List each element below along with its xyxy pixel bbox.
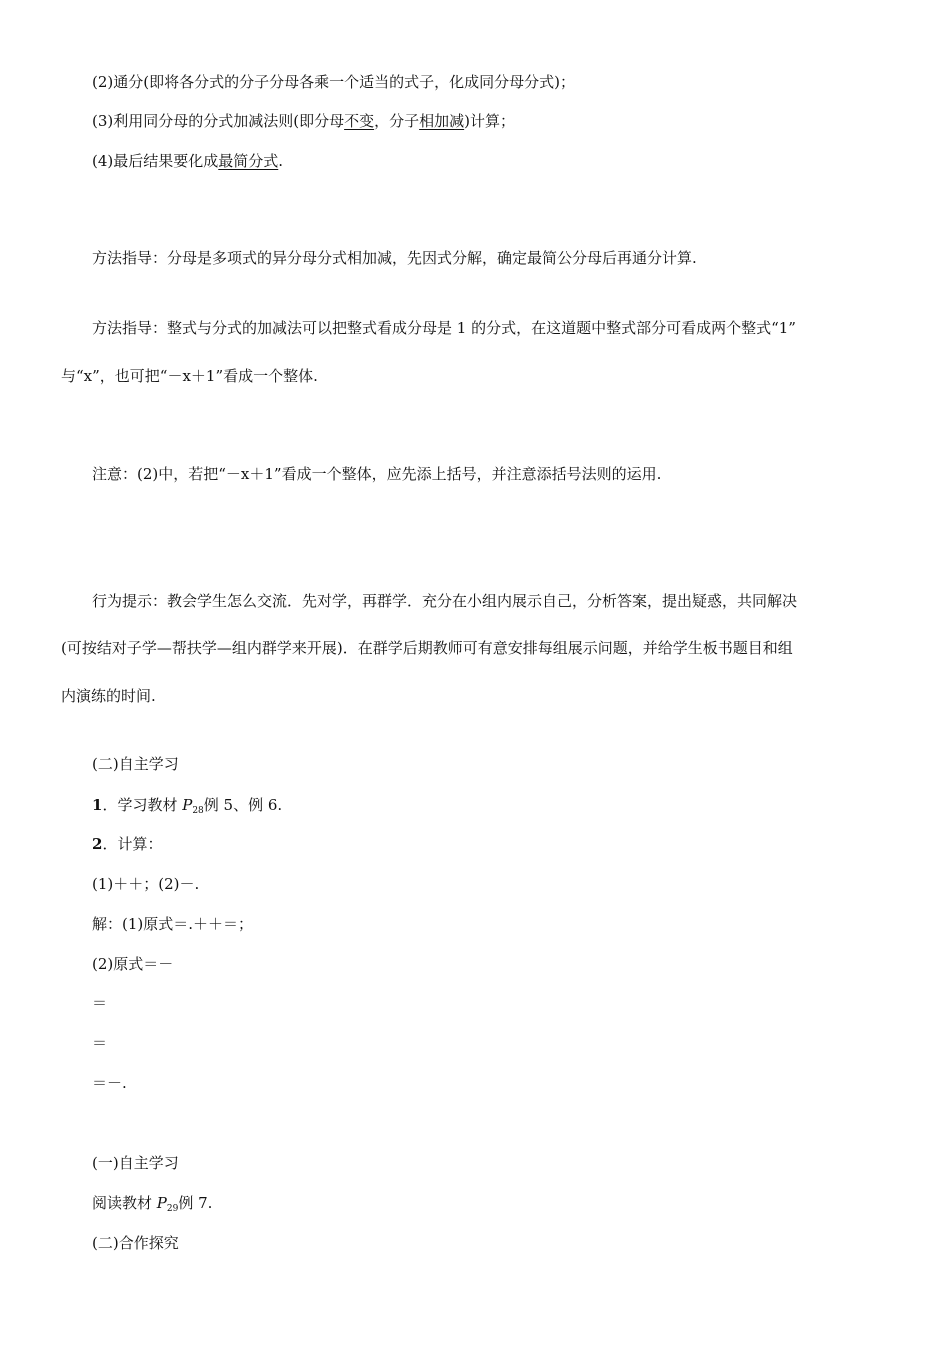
equation-step-3: ＝－. bbox=[92, 1074, 127, 1092]
step-2-text: (2)通分(即将各分式的分子分母各乘一个适当的式子，化成同分母分式)； bbox=[92, 73, 575, 91]
step-4-prefix: (4)最后结果要化成 bbox=[92, 152, 219, 170]
cooperative-inquiry-heading: (二)合作探究 bbox=[92, 1234, 179, 1252]
item-2 bbox=[92, 834, 162, 854]
behavior-hint-line-3: 内演练的时间. bbox=[61, 687, 156, 705]
item-1-suffix: 例 5、例 6. bbox=[203, 796, 283, 814]
equation-step-2: ＝ bbox=[92, 1034, 108, 1052]
step-3-underline-denominator: 不变 bbox=[344, 112, 375, 130]
item-2-text: ．计算： bbox=[102, 835, 163, 853]
equation-step-1: ＝ bbox=[92, 994, 108, 1012]
item-1-number: 1 bbox=[92, 796, 103, 814]
step-4-suffix: . bbox=[278, 152, 284, 170]
step-3-underline-numerator: 相加减 bbox=[419, 112, 465, 130]
step-3-suffix: )计算； bbox=[464, 112, 516, 130]
read-prefix: 阅读教材 bbox=[92, 1194, 157, 1212]
step-4-underline-simplest: 最简分式 bbox=[218, 152, 279, 170]
item-1-page-letter: P bbox=[182, 796, 193, 814]
read-page-letter: P bbox=[156, 1194, 167, 1212]
solution-line-1: 解：(1)原式＝.＋＋＝； bbox=[92, 915, 254, 933]
step-3-text bbox=[92, 111, 515, 131]
note-text: 注意：(2)中，若把“－x＋1”看成一个整体，应先添上括号，并注意添括号法则的运用. bbox=[92, 465, 662, 483]
item-2-number: 2 bbox=[92, 835, 103, 853]
section-two-heading: (二)自主学习 bbox=[92, 755, 179, 773]
method-guide-1: 方法指导：分母是多项式的异分母分式相加减，先因式分解，确定最简公分母后再通分计算. bbox=[92, 249, 697, 267]
solution-line-2: (2)原式＝－ bbox=[92, 955, 174, 973]
problems-line: (1)＋＋；(2)－. bbox=[92, 875, 200, 893]
method-guide-2-line-1: 方法指导：整式与分式的加减法可以把整式看成分母是 1 的分式，在这道题中整式部分可看成两个整式“1” bbox=[92, 319, 796, 337]
step-3-middle: ，分子 bbox=[374, 112, 420, 130]
behavior-hint-line-2: (可按结对子学—帮扶学—组内群学来开展)．在群学后期教师可有意安排每组展示问题，并给学生板书题目和组 bbox=[61, 639, 793, 657]
section-one-heading: (一)自主学习 bbox=[92, 1154, 179, 1172]
item-1-page-number: 28 bbox=[192, 806, 204, 816]
item-1 bbox=[92, 795, 282, 821]
behavior-hint-line-1: 行为提示：教会学生怎么交流．先对学，再群学．充分在小组内展示自己，分析答案，提出疑惑，共同解决 bbox=[92, 592, 798, 610]
step-4-text bbox=[92, 151, 283, 171]
read-suffix: 例 7. bbox=[178, 1194, 213, 1212]
read-page-number: 29 bbox=[166, 1204, 179, 1214]
step-3-prefix: (3)利用同分母的分式加减法则(即分母 bbox=[92, 112, 345, 130]
read-textbook-line bbox=[92, 1193, 212, 1219]
item-1-prefix: ．学习教材 bbox=[102, 796, 183, 814]
method-guide-2-line-2: 与“x”，也可把“－x＋1”看成一个整体. bbox=[61, 367, 318, 385]
